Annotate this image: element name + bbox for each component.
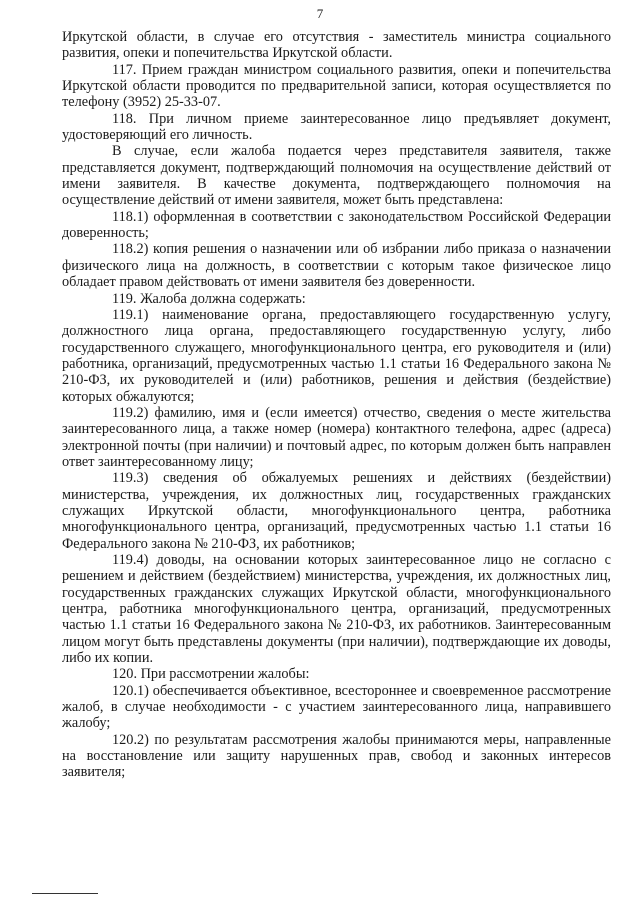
document-body (62, 29, 611, 781)
page-number: 7 (316, 6, 324, 21)
paragraph-118-representative: В случае, если жалоба подается через представителя заявителя, также представляется документ, подтверждающий полномочия на осуществление действий от имени заявителя. В качестве документа, подтверждающего полномочия на осуществление действий от имени заявителя, может быть представлена: (62, 143, 611, 209)
paragraph-119-4: 119.4) доводы, на основании которых заинтересованное лицо не согласно с решением и действием (бездействием) министерства, учреждения, их должностных лиц, государственных гражданских служащих Иркутской области, многофункционального центра, работника многофункционального центра, организаций, предусмотренных частью 1.1 статьи 16 Федерального закона № 210-ФЗ, их работников. Заинтересованным лицом могут быть представлены документы (при наличии), подтверждающие их доводы, либо их копии. (62, 552, 611, 667)
paragraph-118-1: 118.1) оформленная в соответствии с законодательством Российской Федерации доверенность; (62, 208, 611, 242)
paragraph-119: 119. Жалоба должна содержать: (112, 290, 306, 307)
paragraph-119-1: 119.1) наименование органа, предоставляющего государственную услугу, должностного лица органа, предоставляющего государственную услугу, либо государственного служащего, многофункционального центра, его руководителя и (или) работника, организаций, предусмотренных частью 1.1 статьи 16 Федерального закона № 210-ФЗ, их руководителей и (или) работников, решения и действия (бездействие) которых обжалуются; (62, 306, 611, 405)
footnote-rule (32, 893, 98, 894)
paragraph-120-1: 120.1) обеспечивается объективное, всестороннее и своевременное рассмотрение жалоб, в случае необходимости - с участием заинтересованного лица, направившего жалобу; (62, 682, 611, 732)
paragraph-continuation: Иркутской области, в случае его отсутствия - заместитель министра социального развития, опеки и попечительства Иркутской области. (62, 29, 611, 62)
paragraph-120-2: 120.2) по результатам рассмотрения жалобы принимаются меры, направленные на восстановление или защиту нарушенных прав, свобод и законных интересов заявителя; (62, 731, 611, 781)
paragraph-118: 118. При личном приеме заинтересованное лицо предъявляет документ, удостоверяющий его личность. (62, 110, 611, 144)
paragraph-118-2: 118.2) копия решения о назначении или об избрании либо приказа о назначении физического лица на должность, в соответствии с которым такое физическое лицо обладает правом действовать от имени заявителя без доверенности. (62, 241, 611, 291)
paragraph-120: 120. При рассмотрении жалобы: (112, 666, 310, 683)
paragraph-119-2: 119.2) фамилию, имя и (если имеется) отчество, сведения о месте жительства заинтересованного лица, а также номер (номера) контактного телефона, адрес (адреса) электронной почты (при наличии) и почтовый адрес, по которым должен быть направлен ответ заинтересованному лицу; (62, 404, 611, 470)
paragraph-119-3: 119.3) сведения об обжалуемых решениях и действиях (бездействии) министерства, учреждения, их должностных лиц, государственных гражданских служащих Иркутской области, многофункционального центра, работника многофункционального центра, организаций, предусмотренных частью 1.1 статьи 16 Федерального закона № 210-ФЗ, их работников; (62, 470, 611, 552)
paragraph-117: 117. Прием граждан министром социального развития, опеки и попечительства Иркутской области проводится по предварительной записи, которая осуществляется по телефону (3952) 25-33-07. (62, 61, 611, 111)
